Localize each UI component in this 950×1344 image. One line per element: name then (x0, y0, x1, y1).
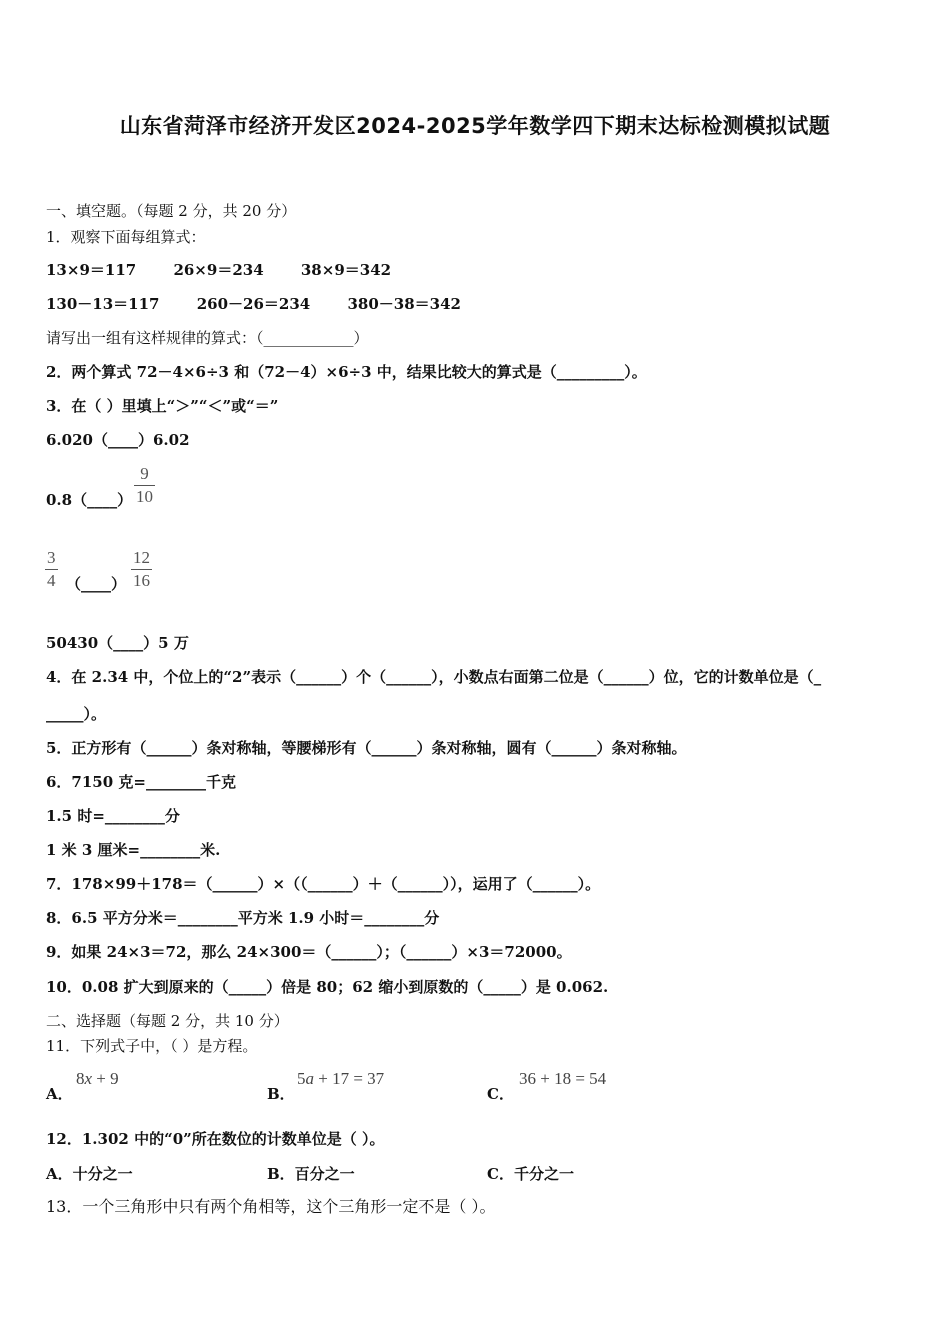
q3-item-b-left: 0.8（____） (46, 491, 133, 509)
question-13: 13．一个三角形中只有两个角相等，这个三角形一定不是（ ）。 (46, 1197, 496, 1216)
section-2-heading: 二、选择题（每题 2 分，共 10 分） (46, 1012, 289, 1030)
fraction-numerator: 12 (133, 548, 150, 567)
q11-option-c-label: C． (487, 1085, 514, 1103)
expr-rest: + 17 = 37 (314, 1069, 385, 1088)
question-2: 2．两个算式 72－4×6÷3 和（72－4）×6÷3 中，结果比较大的算式是（_________）。 (46, 363, 647, 381)
q1-row1-eq1: 13×9＝117 (46, 261, 137, 279)
fraction-denominator: 16 (133, 571, 150, 590)
q3-fraction-12-16 (131, 547, 152, 592)
question-4-line-1: 4．在 2.34 中，个位上的“2”表示（______）个（______），小数点右面第二位是（______）位，它的计数单位是（_ (46, 668, 822, 686)
question-11: 11．下列式子中，（ ）是方程。 (46, 1037, 258, 1055)
question-6-c: 1 米 3 厘米=________米. (46, 841, 221, 859)
q12-option-b: B．百分之一 (267, 1165, 355, 1183)
q11-option-c-expr: 36 + 18 = 54 (519, 1069, 607, 1088)
q12-option-c: C．千分之一 (487, 1165, 574, 1183)
q3-fraction-3-4 (45, 547, 58, 592)
q1-row-2 (46, 294, 461, 314)
q3-item-a: 6.020（____）6.02 (46, 431, 190, 449)
question-9: 9．如果 24×3＝72，那么 24×300＝（______）；（______）×3＝72000。 (46, 943, 572, 961)
q1-row-1 (46, 260, 391, 280)
question-5: 5．正方形有（______）条对称轴，等腰梯形有（______）条对称轴，圆有（______）条对称轴。 (46, 739, 687, 757)
fraction-numerator: 9 (140, 464, 149, 483)
question-10: 10．0.08 扩大到原来的（_____）倍是 80；62 缩小到原数的（_____）是 0.062. (46, 978, 609, 996)
question-12: 12．1.302 中的“0”所在数位的计数单位是（ ）。 (46, 1130, 385, 1148)
expr-rest: + 9 (92, 1069, 119, 1088)
question-7: 7．178×99＋178＝（______）×（（______）＋（______）），运用了（______）。 (46, 875, 601, 893)
section-1-heading: 一、填空题。（每题 2 分，共 20 分） (46, 202, 297, 220)
question-6-a: 6．7150 克=________千克 (46, 773, 236, 791)
q11-option-a-label: A． (46, 1085, 73, 1103)
question-6-b: 1.5 时=________分 (46, 807, 180, 825)
fraction-denominator: 10 (136, 487, 153, 506)
q1-row2-eq1: 130－13＝117 (46, 295, 160, 313)
question-4-line-2: _____）。 (46, 705, 107, 723)
fraction-denominator: 4 (47, 571, 56, 590)
question-1: 1．观察下面每组算式： (46, 228, 206, 246)
question-3: 3．在（ ）里填上“＞”“＜”或“＝” (46, 397, 279, 415)
q11-option-a-expr (76, 1069, 119, 1089)
q1-row2-eq2: 260－26＝234 (196, 295, 311, 313)
q12-option-a: A．十分之一 (46, 1165, 133, 1183)
q1-prompt: 请写出一组有这样规律的算式：（____________） (46, 329, 369, 347)
question-8: 8．6.5 平方分米＝________平方米 1.9 小时＝________分 (46, 909, 440, 927)
q11-option-b-expr (297, 1069, 384, 1089)
q1-row1-eq2: 26×9＝234 (173, 261, 264, 279)
q1-row2-eq3: 380－38＝342 (347, 295, 461, 313)
q11-option-b-label: B． (267, 1085, 295, 1103)
expr-coef: 8 (76, 1069, 85, 1088)
expr-var: a (305, 1069, 314, 1088)
q3-item-c-blank: （____） (66, 575, 127, 593)
page-title: 山东省菏泽市经济开发区2024-2025学年数学四下期末达标检测模拟试题 (119, 114, 831, 138)
q3-fraction-9-10 (134, 463, 155, 508)
q3-item-d: 50430（____）5 万 (46, 634, 189, 652)
expr-var: x (84, 1069, 93, 1088)
q1-row1-eq3: 38×9＝342 (300, 261, 392, 279)
fraction-numerator: 3 (47, 548, 56, 567)
expr-coef: 5 (297, 1069, 306, 1088)
